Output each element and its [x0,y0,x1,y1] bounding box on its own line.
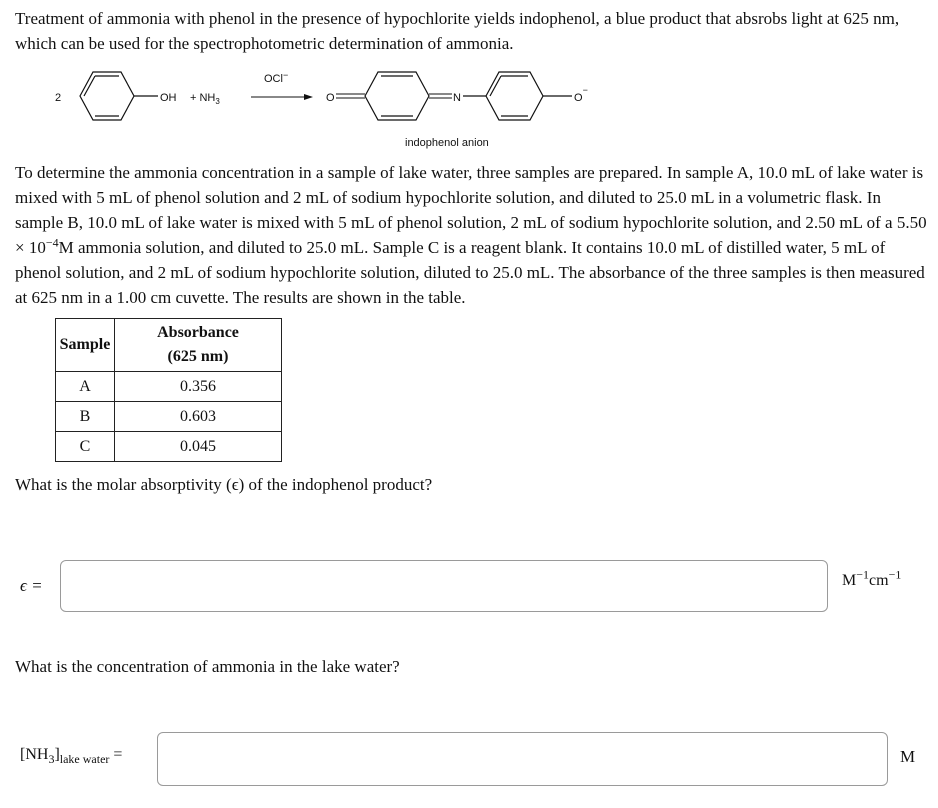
sample-cell: C [56,432,115,462]
phenoxide-ring [486,72,543,120]
imine-n-text: N [453,92,461,104]
reaction-scheme [0,58,938,158]
procedure-paragraph [15,160,930,310]
question-molar-absorptivity: What is the molar absorptivity (ϵ) of the indophenol product? [15,475,433,494]
oxide-o-text: O− [574,85,588,104]
ketone-o-text: O [326,92,335,104]
sample-cell: B [56,402,115,432]
epsilon-label: ϵ = [20,576,43,595]
arrow-head [304,94,313,100]
paragraph-exponent: −4 [45,235,59,250]
ammonia-concentration-label: $[NH_3]_{lake water}$ = [20,746,123,767]
absorbance-cell: 0.603 [115,402,282,432]
epsilon-unit: $M^{-1}cm^{-1}$ [842,567,902,589]
absorbance-cell: 0.356 [115,372,282,402]
ammonia-answer-input[interactable] [157,732,888,786]
paragraph-part2: M ammonia solution, and diluted to 25.0 mL. Sample C is a reagent blank. It contains 10.0 mL of distilled water, 5 mL of phenol solution, and 2 mL of sodium hypochlorite solution, diluted to 25.0 mL. The absorbance of the three samples is then measured at 625 nm in a 1.00 cm cuvette. The results are shown in the table. [15,238,925,307]
coefficient-text: 2 [55,92,62,104]
nh3-text: + $NH_3$ [190,92,220,106]
table-row [56,372,282,402]
table-row [56,432,282,462]
results-table [55,318,282,462]
hypochlorite-text: OCl− [264,70,289,85]
table-row [56,402,282,432]
epsilon-answer-input[interactable] [60,560,828,612]
header-absorbance: Absorbance (625 nm) [115,319,282,372]
paragraph-part1: To determine the ammonia concentration in a sample of lake water, three samples are prepared. In sample A, 10.0 mL of lake water is mixed with 5 mL of phenol solution and 2 mL of sodium hypochlorite solution, and diluted to 25.0 mL in a volumetric flask. In sample B, 10.0 mL of lake water is mixed with 5 mL of phenol solution, 2 mL of sodium hypochlorite solution, and 2.50 mL of a 5.50 × 10 [15,163,927,257]
intro-text: Treatment of ammonia with phenol in the presence of hypochlorite yields indophenol, a blue product that absrobs light at 625 nm, which can be used for the spectrophotometric determination of ammonia. [15,9,900,53]
absorbance-cell: 0.045 [115,432,282,462]
header-sample: Sample [56,319,115,372]
phenol-oh-text: OH [160,92,177,104]
table-header-row [56,319,282,372]
quinone-ring [365,72,429,120]
phenol-ring [80,72,134,120]
sample-cell: A [56,372,115,402]
question-ammonia-concentration: What is the concentration of ammonia in the lake water? [15,657,400,676]
indophenol-anion-label: indophenol anion [405,137,489,149]
ammonia-unit: M [900,747,916,766]
